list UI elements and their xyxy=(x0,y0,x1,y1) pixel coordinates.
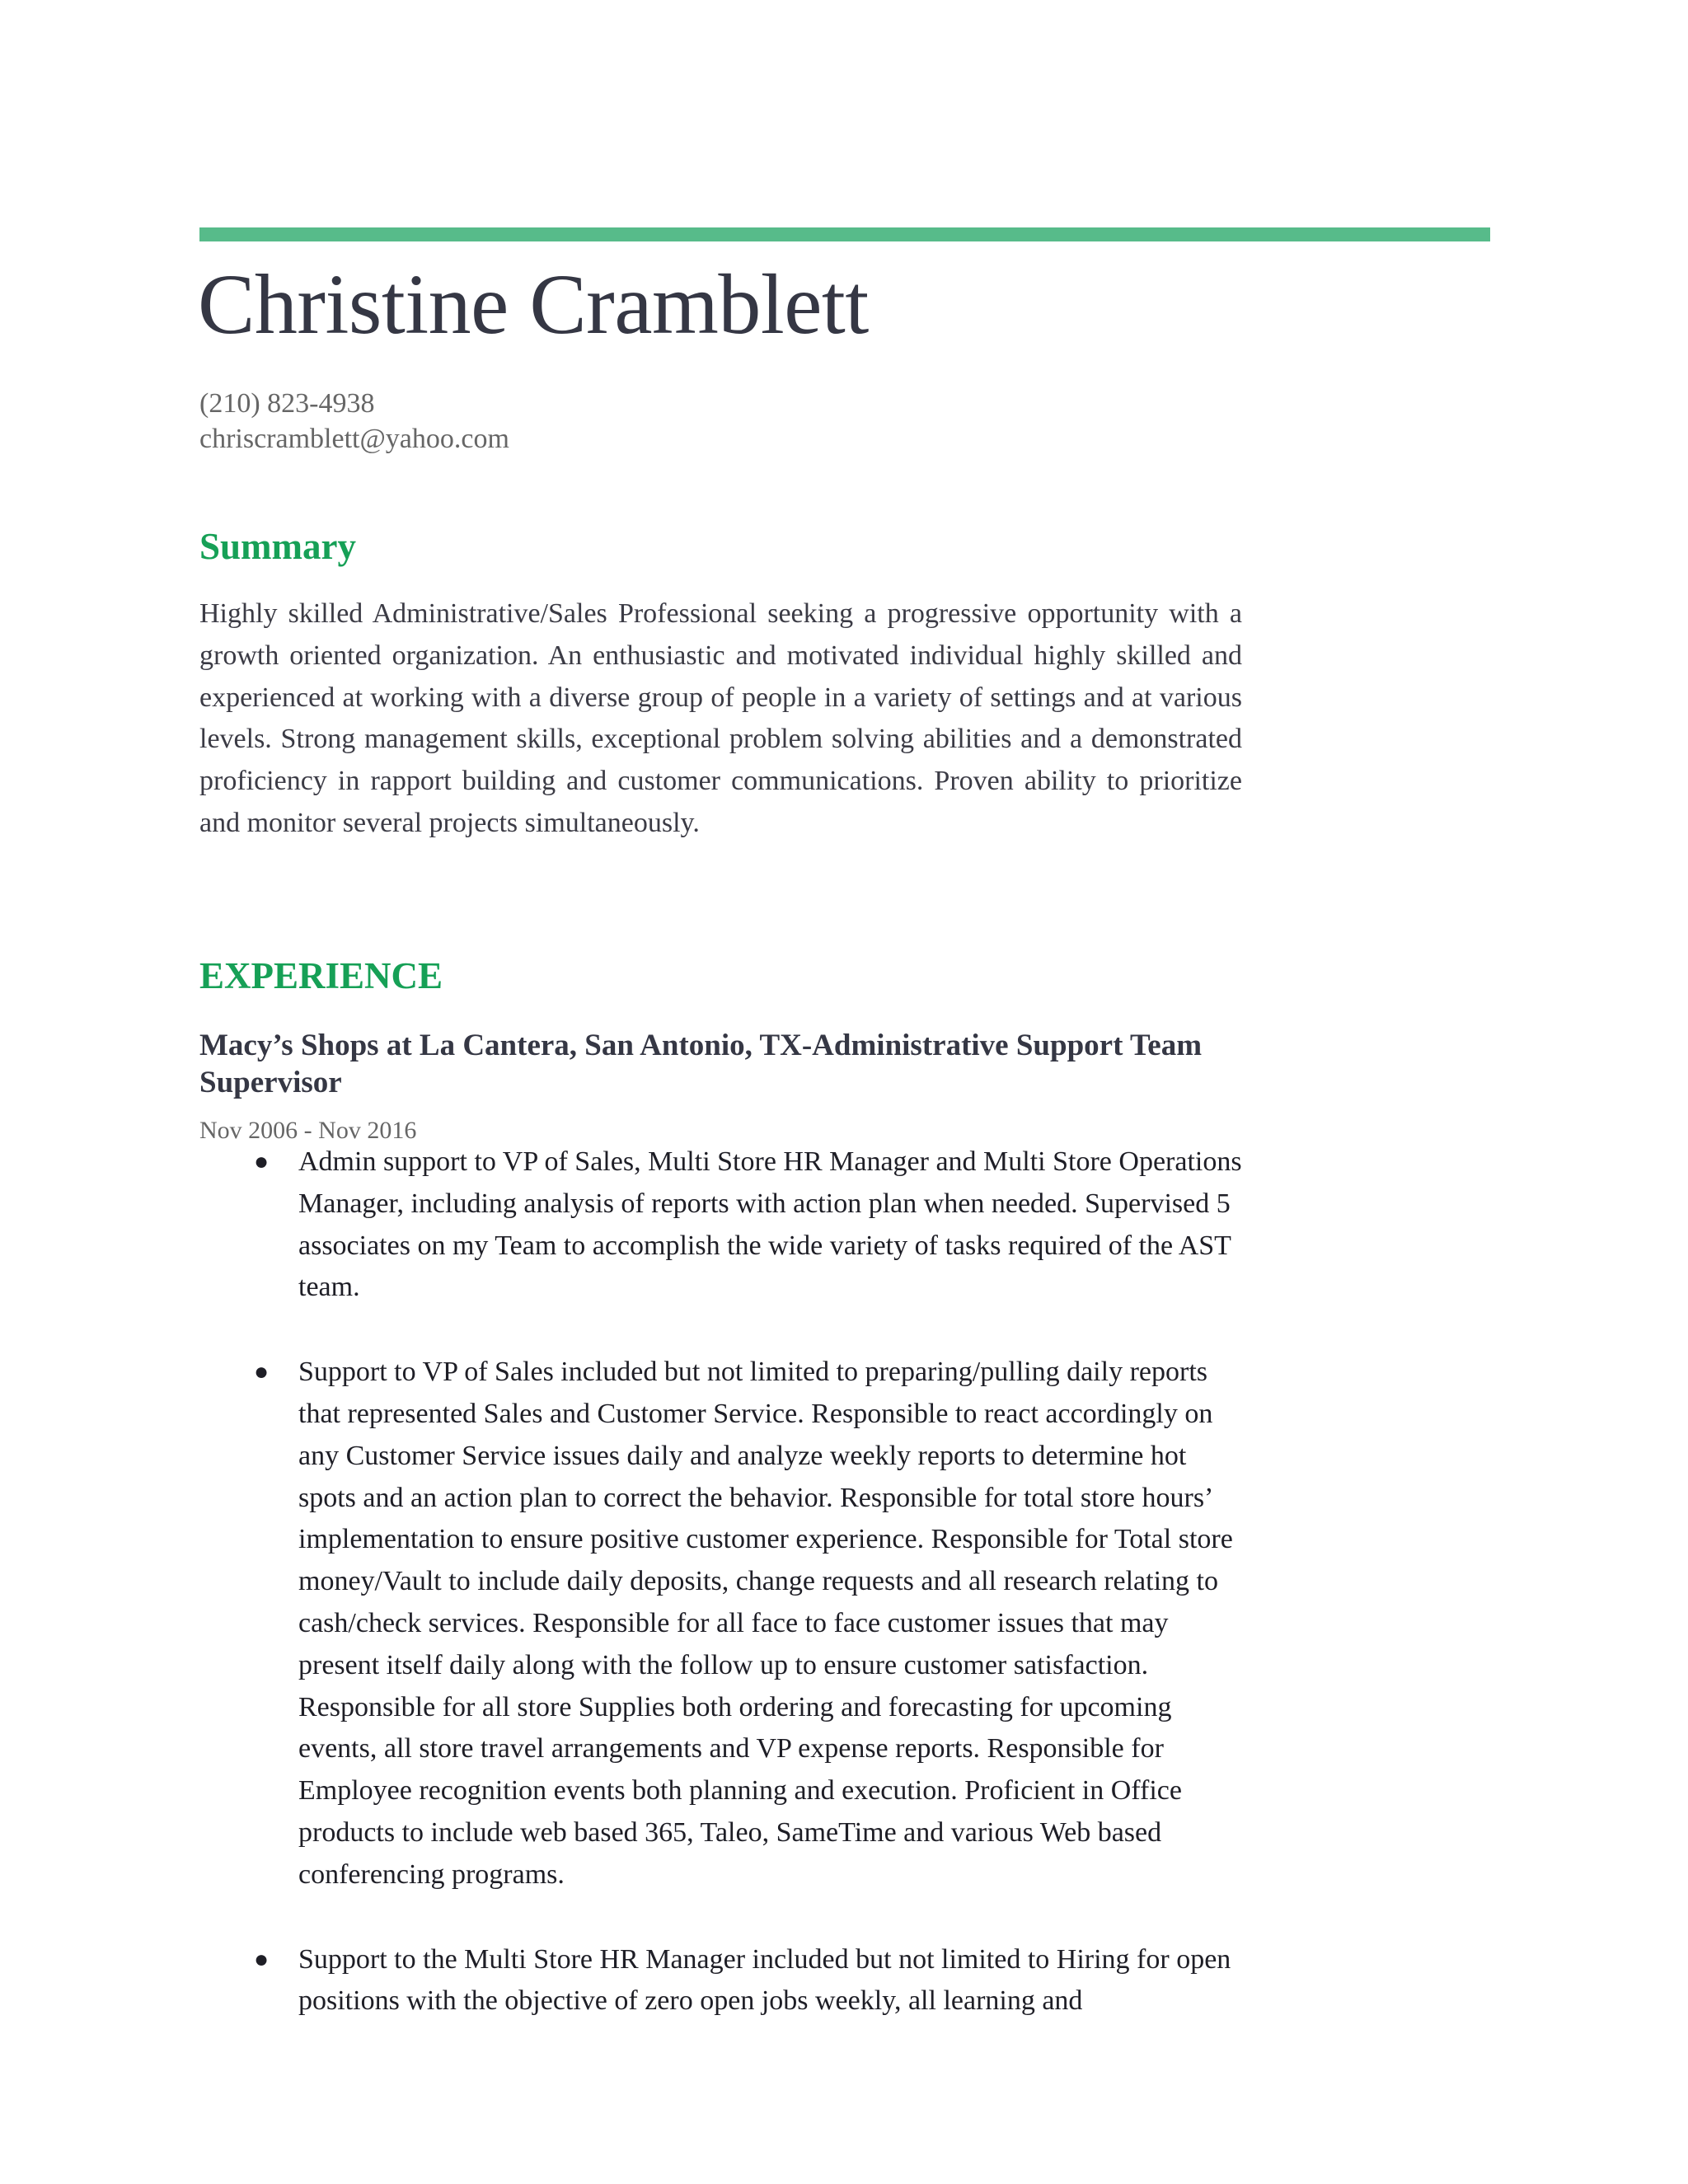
list-item xyxy=(199,1939,1246,2023)
bullet-text: Admin support to VP of Sales, Multi Store HR Manager and Multi Store Operations Manager, including analysis of reports with action plan when needed. Supervised 5 associates on my Team to accomplish the wide variety of tasks required of the AST team. xyxy=(298,1146,1242,1303)
bullet-dot-icon: ● xyxy=(254,1148,270,1175)
job-title: Macy’s Shops at La Cantera, San Antonio, TX-Administrative Support Team Supervisor xyxy=(199,1029,1203,1099)
bullet-text: Support to VP of Sales included but not limited to preparing/pulling daily reports that represented Sales and Customer Service. Responsible to react accordingly on any Customer Service issues daily and analyze weekly reports to determine hot spots and an action plan to correct the behavior. Responsible for total store hours’ implementation to ensure positive customer experience. Responsible for Total store money/Vault to include daily deposits, change requests and all research relating to cash/check services. Responsible for all face to face customer issues that may present itself daily along with the follow up to ensure customer satisfaction. Responsible for all store Supplies both ordering and forecasting for upcoming events, all store travel arrangements and VP expense reports. Responsible for Employee recognition events both planning and execution. Proficient in Office products to include web based 365, Taleo, SameTime and various Web based conferencing programs. xyxy=(298,1357,1233,1890)
candidate-name: Christine Cramblett xyxy=(198,257,869,352)
header-accent-rule xyxy=(199,227,1490,241)
contact-phone: (210) 823-4938 xyxy=(199,388,375,419)
bullet-dot-icon: ● xyxy=(254,1945,270,1973)
summary-heading: Summary xyxy=(199,526,356,567)
job-bullet-list xyxy=(199,1141,1246,2065)
bullet-text: Support to the Multi Store HR Manager included but not limited to Hiring for open positions with the objective of zero open jobs weekly, all learning and xyxy=(298,1943,1231,2017)
job-dates: Nov 2006 - Nov 2016 xyxy=(199,1117,417,1144)
experience-heading: EXPERIENCE xyxy=(199,955,443,996)
summary-text: Highly skilled Administrative/Sales Professional seeking a progressive opportunity with a growth oriented organization. An enthusiastic and motivated individual highly skilled and experienced at working with a diverse group of people in a variety of settings and at various levels. Strong management skills, exceptional problem solving abilities and a demonstrated proficiency in rapport building and customer communications. Proven ability to prioritize and monitor several projects simultaneously. xyxy=(199,598,1242,838)
contact-email: chriscramblett@yahoo.com xyxy=(199,424,509,454)
list-item xyxy=(199,1352,1246,1896)
bullet-dot-icon: ● xyxy=(254,1358,270,1386)
list-item xyxy=(199,1141,1246,1309)
